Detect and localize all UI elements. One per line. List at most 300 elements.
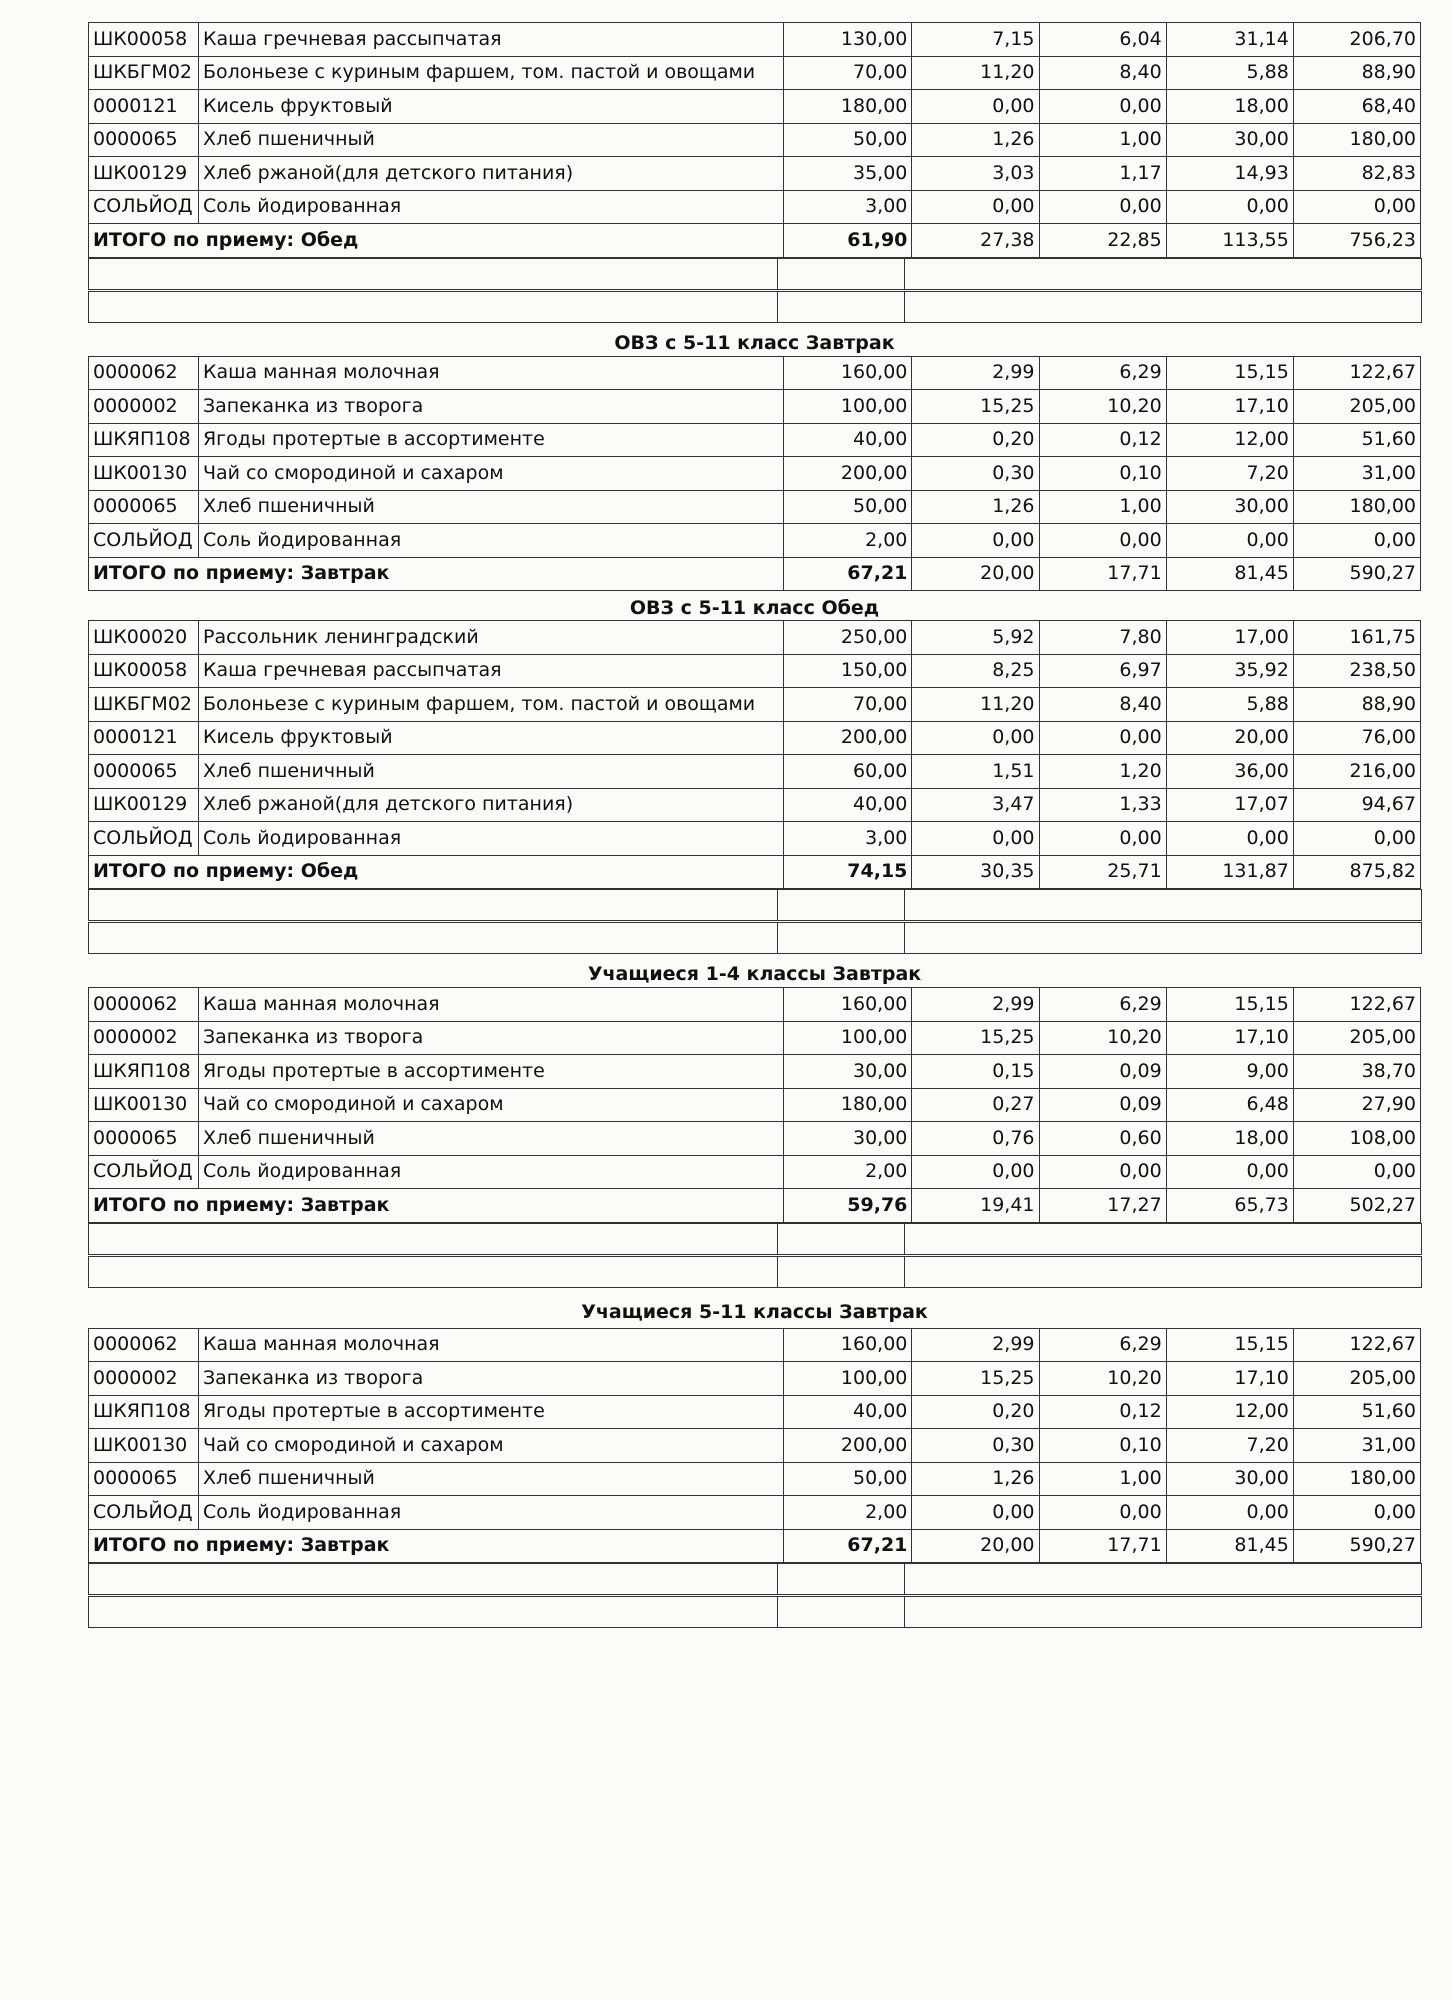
- item-weight: 3,00: [784, 822, 912, 856]
- section-rows: [89, 621, 1421, 889]
- item-weight: 70,00: [784, 56, 912, 90]
- item-fat: 1,00: [1039, 123, 1166, 157]
- item-name: Кисель фруктовый: [198, 721, 783, 755]
- item-carbs: 5,88: [1166, 688, 1293, 722]
- item-calories: 0,00: [1293, 822, 1420, 856]
- item-carbs: 15,15: [1166, 356, 1293, 390]
- total-weight: 61,90: [784, 224, 912, 258]
- item-fat: 10,20: [1039, 1362, 1166, 1396]
- total-row: [89, 1529, 1421, 1563]
- item-fat: 0,12: [1039, 1395, 1166, 1429]
- item-weight: 100,00: [784, 1021, 912, 1055]
- table-row: [89, 423, 1421, 457]
- section-rows: [89, 1328, 1421, 1563]
- item-name: Ягоды протертые в ассортименте: [198, 1395, 783, 1429]
- item-name: Чай со смородиной и сахаром: [198, 1429, 783, 1463]
- table-row: [89, 1328, 1421, 1362]
- item-weight: 130,00: [784, 23, 912, 57]
- item-code: ШК00058: [89, 23, 199, 57]
- table-row: [89, 1429, 1421, 1463]
- item-protein: 0,00: [912, 190, 1039, 224]
- item-weight: 180,00: [784, 1088, 912, 1122]
- item-fat: 8,40: [1039, 56, 1166, 90]
- item-fat: 0,60: [1039, 1122, 1166, 1156]
- item-fat: 10,20: [1039, 1021, 1166, 1055]
- section-title: ОВЗ с 5-11 класс Обед: [629, 597, 880, 619]
- item-calories: 0,00: [1293, 1496, 1420, 1530]
- total-weight: 59,76: [784, 1189, 912, 1223]
- item-fat: 6,29: [1039, 356, 1166, 390]
- item-calories: 122,67: [1293, 356, 1420, 390]
- blank-row: [89, 290, 1422, 322]
- item-protein: 0,00: [912, 90, 1039, 124]
- table-row: [89, 1395, 1421, 1429]
- item-protein: 15,25: [912, 390, 1039, 424]
- menu-document: [88, 22, 1421, 1628]
- item-fat: 0,00: [1039, 721, 1166, 755]
- item-name: Хлеб ржаной(для детского питания): [198, 157, 783, 191]
- item-code: СОЛЬЙОД: [89, 1496, 199, 1530]
- item-fat: 0,00: [1039, 822, 1166, 856]
- item-code: СОЛЬЙОД: [89, 822, 199, 856]
- item-protein: 5,92: [912, 621, 1039, 655]
- item-protein: 1,26: [912, 123, 1039, 157]
- total-label: ИТОГО по приему: Завтрак: [89, 1529, 784, 1563]
- item-code: 0000062: [89, 356, 199, 390]
- item-calories: 0,00: [1293, 190, 1420, 224]
- item-carbs: 17,00: [1166, 621, 1293, 655]
- item-protein: 0,00: [912, 1155, 1039, 1189]
- item-calories: 205,00: [1293, 1362, 1420, 1396]
- item-weight: 200,00: [784, 457, 912, 491]
- item-protein: 2,99: [912, 1328, 1039, 1362]
- item-weight: 40,00: [784, 423, 912, 457]
- item-fat: 1,00: [1039, 1462, 1166, 1496]
- item-weight: 160,00: [784, 356, 912, 390]
- item-weight: 30,00: [784, 1055, 912, 1089]
- section-title: Учащиеся 1-4 классы Завтрак: [587, 963, 922, 985]
- item-carbs: 12,00: [1166, 423, 1293, 457]
- blank-row: [89, 1564, 1422, 1596]
- item-weight: 100,00: [784, 390, 912, 424]
- item-fat: 1,20: [1039, 755, 1166, 789]
- item-calories: 122,67: [1293, 1328, 1420, 1362]
- item-protein: 0,20: [912, 1395, 1039, 1429]
- table-row: [89, 1496, 1421, 1530]
- table-row: [89, 490, 1421, 524]
- item-code: 0000121: [89, 90, 199, 124]
- item-fat: 0,09: [1039, 1055, 1166, 1089]
- item-name: Ягоды протертые в ассортименте: [198, 1055, 783, 1089]
- item-name: Рассольник ленинградский: [198, 621, 783, 655]
- item-code: 0000062: [89, 1328, 199, 1362]
- item-calories: 94,67: [1293, 788, 1420, 822]
- table-row: [89, 1462, 1421, 1496]
- total-row: [89, 224, 1421, 258]
- item-calories: 122,67: [1293, 988, 1420, 1022]
- item-name: Соль йодированная: [198, 822, 783, 856]
- item-code: СОЛЬЙОД: [89, 1155, 199, 1189]
- item-code: 0000002: [89, 1362, 199, 1396]
- item-carbs: 7,20: [1166, 457, 1293, 491]
- total-calories: 502,27: [1293, 1189, 1420, 1223]
- total-carbs: 113,55: [1166, 224, 1293, 258]
- item-carbs: 0,00: [1166, 1155, 1293, 1189]
- item-fat: 7,80: [1039, 621, 1166, 655]
- item-weight: 3,00: [784, 190, 912, 224]
- item-carbs: 30,00: [1166, 123, 1293, 157]
- item-fat: 0,10: [1039, 1429, 1166, 1463]
- table-row: [89, 56, 1421, 90]
- table-row: [89, 988, 1421, 1022]
- total-carbs: 65,73: [1166, 1189, 1293, 1223]
- item-calories: 108,00: [1293, 1122, 1420, 1156]
- total-protein: 20,00: [912, 1529, 1039, 1563]
- item-weight: 70,00: [784, 688, 912, 722]
- item-fat: 0,00: [1039, 190, 1166, 224]
- table-row: [89, 90, 1421, 124]
- total-fat: 25,71: [1039, 855, 1166, 889]
- item-protein: 0,30: [912, 457, 1039, 491]
- item-weight: 200,00: [784, 721, 912, 755]
- table-row: [89, 755, 1421, 789]
- item-calories: 205,00: [1293, 1021, 1420, 1055]
- item-protein: 15,25: [912, 1362, 1039, 1396]
- item-protein: 0,00: [912, 524, 1039, 558]
- item-name: Каша гречневая рассыпчатая: [198, 23, 783, 57]
- item-fat: 6,97: [1039, 654, 1166, 688]
- table-row: [89, 524, 1421, 558]
- item-code: 0000062: [89, 988, 199, 1022]
- total-protein: 30,35: [912, 855, 1039, 889]
- item-calories: 180,00: [1293, 123, 1420, 157]
- total-calories: 756,23: [1293, 224, 1420, 258]
- item-weight: 30,00: [784, 1122, 912, 1156]
- item-code: ШКЯП108: [89, 1055, 199, 1089]
- item-carbs: 0,00: [1166, 822, 1293, 856]
- section-rows: [89, 23, 1421, 258]
- item-carbs: 18,00: [1166, 90, 1293, 124]
- item-weight: 160,00: [784, 1328, 912, 1362]
- item-name: Соль йодированная: [198, 1155, 783, 1189]
- item-fat: 6,29: [1039, 1328, 1166, 1362]
- item-carbs: 0,00: [1166, 524, 1293, 558]
- item-fat: 1,00: [1039, 490, 1166, 524]
- table-row: [89, 1055, 1421, 1089]
- item-protein: 8,25: [912, 654, 1039, 688]
- table-row: [89, 1155, 1421, 1189]
- item-name: Хлеб пшеничный: [198, 123, 783, 157]
- item-fat: 0,10: [1039, 457, 1166, 491]
- table-row: [89, 390, 1421, 424]
- section-spacer: [88, 1223, 1422, 1288]
- item-weight: 100,00: [784, 1362, 912, 1396]
- item-protein: 2,99: [912, 988, 1039, 1022]
- item-code: ШКЯП108: [89, 423, 199, 457]
- item-code: ШКБГМ02: [89, 688, 199, 722]
- section-table-lunch-continued: [88, 22, 1421, 258]
- section-title: Учащиеся 5-11 классы Завтрак: [581, 1300, 928, 1323]
- section-table-ovz-lunch: [88, 620, 1421, 889]
- item-carbs: 31,14: [1166, 23, 1293, 57]
- item-calories: 206,70: [1293, 23, 1420, 57]
- blank-row: [89, 922, 1422, 954]
- item-protein: 0,15: [912, 1055, 1039, 1089]
- section-table-grades-5-11-breakfast: [88, 1328, 1421, 1564]
- section-table-grades-1-4-breakfast: [88, 987, 1421, 1223]
- total-carbs: 81,45: [1166, 557, 1293, 591]
- item-protein: 1,26: [912, 490, 1039, 524]
- item-code: 0000002: [89, 390, 199, 424]
- table-row: [89, 688, 1421, 722]
- item-name: Каша гречневая рассыпчатая: [198, 654, 783, 688]
- total-carbs: 131,87: [1166, 855, 1293, 889]
- item-weight: 50,00: [784, 1462, 912, 1496]
- item-carbs: 6,48: [1166, 1088, 1293, 1122]
- total-protein: 19,41: [912, 1189, 1039, 1223]
- total-carbs: 81,45: [1166, 1529, 1293, 1563]
- item-carbs: 5,88: [1166, 56, 1293, 90]
- item-carbs: 9,00: [1166, 1055, 1293, 1089]
- table-row: [89, 654, 1421, 688]
- item-calories: 82,83: [1293, 157, 1420, 191]
- item-code: ШК00130: [89, 457, 199, 491]
- item-protein: 1,26: [912, 1462, 1039, 1496]
- item-name: Хлеб пшеничный: [198, 1462, 783, 1496]
- item-carbs: 36,00: [1166, 755, 1293, 789]
- total-label: ИТОГО по приему: Завтрак: [89, 1189, 784, 1223]
- table-row: [89, 457, 1421, 491]
- total-calories: 590,27: [1293, 557, 1420, 591]
- item-calories: 51,60: [1293, 1395, 1420, 1429]
- item-protein: 0,00: [912, 1496, 1039, 1530]
- item-name: Запеканка из творога: [198, 390, 783, 424]
- item-calories: 180,00: [1293, 1462, 1420, 1496]
- item-code: ШК00129: [89, 788, 199, 822]
- item-protein: 11,20: [912, 56, 1039, 90]
- item-name: Чай со смородиной и сахаром: [198, 457, 783, 491]
- blank-row: [89, 1596, 1422, 1628]
- item-carbs: 17,10: [1166, 1021, 1293, 1055]
- item-code: ШК00129: [89, 157, 199, 191]
- table-row: [89, 157, 1421, 191]
- item-weight: 180,00: [784, 90, 912, 124]
- item-code: СОЛЬЙОД: [89, 524, 199, 558]
- total-fat: 22,85: [1039, 224, 1166, 258]
- item-carbs: 17,10: [1166, 390, 1293, 424]
- total-fat: 17,27: [1039, 1189, 1166, 1223]
- item-carbs: 35,92: [1166, 654, 1293, 688]
- item-name: Каша манная молочная: [198, 356, 783, 390]
- item-protein: 0,27: [912, 1088, 1039, 1122]
- item-code: 0000065: [89, 1122, 199, 1156]
- item-protein: 3,03: [912, 157, 1039, 191]
- item-name: Соль йодированная: [198, 1496, 783, 1530]
- blank-row: [89, 258, 1422, 290]
- item-calories: 180,00: [1293, 490, 1420, 524]
- item-weight: 2,00: [784, 524, 912, 558]
- total-calories: 590,27: [1293, 1529, 1420, 1563]
- item-protein: 11,20: [912, 688, 1039, 722]
- item-fat: 0,00: [1039, 90, 1166, 124]
- item-calories: 38,70: [1293, 1055, 1420, 1089]
- item-code: 0000121: [89, 721, 199, 755]
- table-row: [89, 1122, 1421, 1156]
- table-row: [89, 822, 1421, 856]
- blank-row: [89, 1255, 1422, 1287]
- item-fat: 0,00: [1039, 1155, 1166, 1189]
- section-rows: [89, 356, 1421, 591]
- item-carbs: 30,00: [1166, 1462, 1293, 1496]
- total-protein: 20,00: [912, 557, 1039, 591]
- item-name: Ягоды протертые в ассортименте: [198, 423, 783, 457]
- item-protein: 0,20: [912, 423, 1039, 457]
- item-protein: 0,00: [912, 822, 1039, 856]
- item-name: Каша манная молочная: [198, 988, 783, 1022]
- item-name: Соль йодированная: [198, 190, 783, 224]
- item-calories: 31,00: [1293, 1429, 1420, 1463]
- table-row: [89, 23, 1421, 57]
- item-calories: 27,90: [1293, 1088, 1420, 1122]
- item-weight: 250,00: [784, 621, 912, 655]
- item-carbs: 0,00: [1166, 1496, 1293, 1530]
- item-carbs: 20,00: [1166, 721, 1293, 755]
- total-fat: 17,71: [1039, 1529, 1166, 1563]
- item-protein: 1,51: [912, 755, 1039, 789]
- total-row: [89, 1189, 1421, 1223]
- item-fat: 0,09: [1039, 1088, 1166, 1122]
- blank-row: [89, 890, 1422, 922]
- item-carbs: 12,00: [1166, 1395, 1293, 1429]
- item-code: ШК00130: [89, 1429, 199, 1463]
- total-weight: 74,15: [784, 855, 912, 889]
- item-code: ШК00058: [89, 654, 199, 688]
- item-fat: 10,20: [1039, 390, 1166, 424]
- item-protein: 3,47: [912, 788, 1039, 822]
- item-fat: 0,00: [1039, 524, 1166, 558]
- section-spacer: [88, 889, 1422, 954]
- item-fat: 1,17: [1039, 157, 1166, 191]
- section-spacer: [88, 258, 1422, 323]
- item-carbs: 17,10: [1166, 1362, 1293, 1396]
- item-fat: 1,33: [1039, 788, 1166, 822]
- section-spacer: [88, 1563, 1422, 1628]
- item-fat: 0,00: [1039, 1496, 1166, 1530]
- item-weight: 160,00: [784, 988, 912, 1022]
- item-calories: 216,00: [1293, 755, 1420, 789]
- total-weight: 67,21: [784, 557, 912, 591]
- item-code: ШКЯП108: [89, 1395, 199, 1429]
- item-weight: 60,00: [784, 755, 912, 789]
- item-name: Кисель фруктовый: [198, 90, 783, 124]
- total-row: [89, 557, 1421, 591]
- item-name: Хлеб пшеничный: [198, 490, 783, 524]
- item-calories: 31,00: [1293, 457, 1420, 491]
- table-row: [89, 1021, 1421, 1055]
- item-fat: 6,29: [1039, 988, 1166, 1022]
- item-fat: 8,40: [1039, 688, 1166, 722]
- table-row: [89, 356, 1421, 390]
- table-row: [89, 788, 1421, 822]
- item-code: ШК00020: [89, 621, 199, 655]
- section-rows: [89, 988, 1421, 1223]
- item-protein: 0,30: [912, 1429, 1039, 1463]
- item-weight: 35,00: [784, 157, 912, 191]
- item-code: СОЛЬЙОД: [89, 190, 199, 224]
- item-weight: 2,00: [784, 1496, 912, 1530]
- item-carbs: 30,00: [1166, 490, 1293, 524]
- table-row: [89, 123, 1421, 157]
- item-weight: 50,00: [784, 123, 912, 157]
- item-carbs: 14,93: [1166, 157, 1293, 191]
- table-row: [89, 1362, 1421, 1396]
- item-protein: 0,00: [912, 721, 1039, 755]
- item-name: Хлеб ржаной(для детского питания): [198, 788, 783, 822]
- item-calories: 238,50: [1293, 654, 1420, 688]
- item-code: 0000065: [89, 1462, 199, 1496]
- item-fat: 0,12: [1039, 423, 1166, 457]
- item-protein: 7,15: [912, 23, 1039, 57]
- item-carbs: 17,07: [1166, 788, 1293, 822]
- item-weight: 200,00: [784, 1429, 912, 1463]
- item-weight: 40,00: [784, 788, 912, 822]
- item-name: Каша манная молочная: [198, 1328, 783, 1362]
- total-label: ИТОГО по приему: Обед: [89, 855, 784, 889]
- item-calories: 0,00: [1293, 1155, 1420, 1189]
- item-protein: 2,99: [912, 356, 1039, 390]
- table-row: [89, 621, 1421, 655]
- item-calories: 51,60: [1293, 423, 1420, 457]
- item-weight: 2,00: [784, 1155, 912, 1189]
- item-code: 0000065: [89, 123, 199, 157]
- table-row: [89, 190, 1421, 224]
- item-weight: 50,00: [784, 490, 912, 524]
- total-calories: 875,82: [1293, 855, 1420, 889]
- item-carbs: 18,00: [1166, 1122, 1293, 1156]
- item-name: Чай со смородиной и сахаром: [198, 1088, 783, 1122]
- total-label: ИТОГО по приему: Завтрак: [89, 557, 784, 591]
- item-code: ШК00130: [89, 1088, 199, 1122]
- table-row: [89, 721, 1421, 755]
- item-calories: 88,90: [1293, 56, 1420, 90]
- total-fat: 17,71: [1039, 557, 1166, 591]
- item-code: 0000065: [89, 490, 199, 524]
- total-row: [89, 855, 1421, 889]
- item-carbs: 7,20: [1166, 1429, 1293, 1463]
- item-code: 0000002: [89, 1021, 199, 1055]
- item-name: Запеканка из творога: [198, 1362, 783, 1396]
- item-protein: 15,25: [912, 1021, 1039, 1055]
- item-name: Болоньезе с куриным фаршем, том. пастой и овощами: [198, 56, 783, 90]
- item-calories: 68,40: [1293, 90, 1420, 124]
- section-title: ОВЗ с 5-11 класс Завтрак: [614, 331, 895, 354]
- blank-row: [89, 1223, 1422, 1255]
- item-code: 0000065: [89, 755, 199, 789]
- item-name: Хлеб пшеничный: [198, 1122, 783, 1156]
- total-label: ИТОГО по приему: Обед: [89, 224, 784, 258]
- item-name: Запеканка из творога: [198, 1021, 783, 1055]
- item-weight: 150,00: [784, 654, 912, 688]
- total-protein: 27,38: [912, 224, 1039, 258]
- section-table-ovz-breakfast: [88, 356, 1421, 592]
- item-name: Болоньезе с куриным фаршем, том. пастой и овощами: [198, 688, 783, 722]
- item-calories: 0,00: [1293, 524, 1420, 558]
- item-weight: 40,00: [784, 1395, 912, 1429]
- item-name: Хлеб пшеничный: [198, 755, 783, 789]
- item-calories: 76,00: [1293, 721, 1420, 755]
- item-carbs: 15,15: [1166, 1328, 1293, 1362]
- item-calories: 161,75: [1293, 621, 1420, 655]
